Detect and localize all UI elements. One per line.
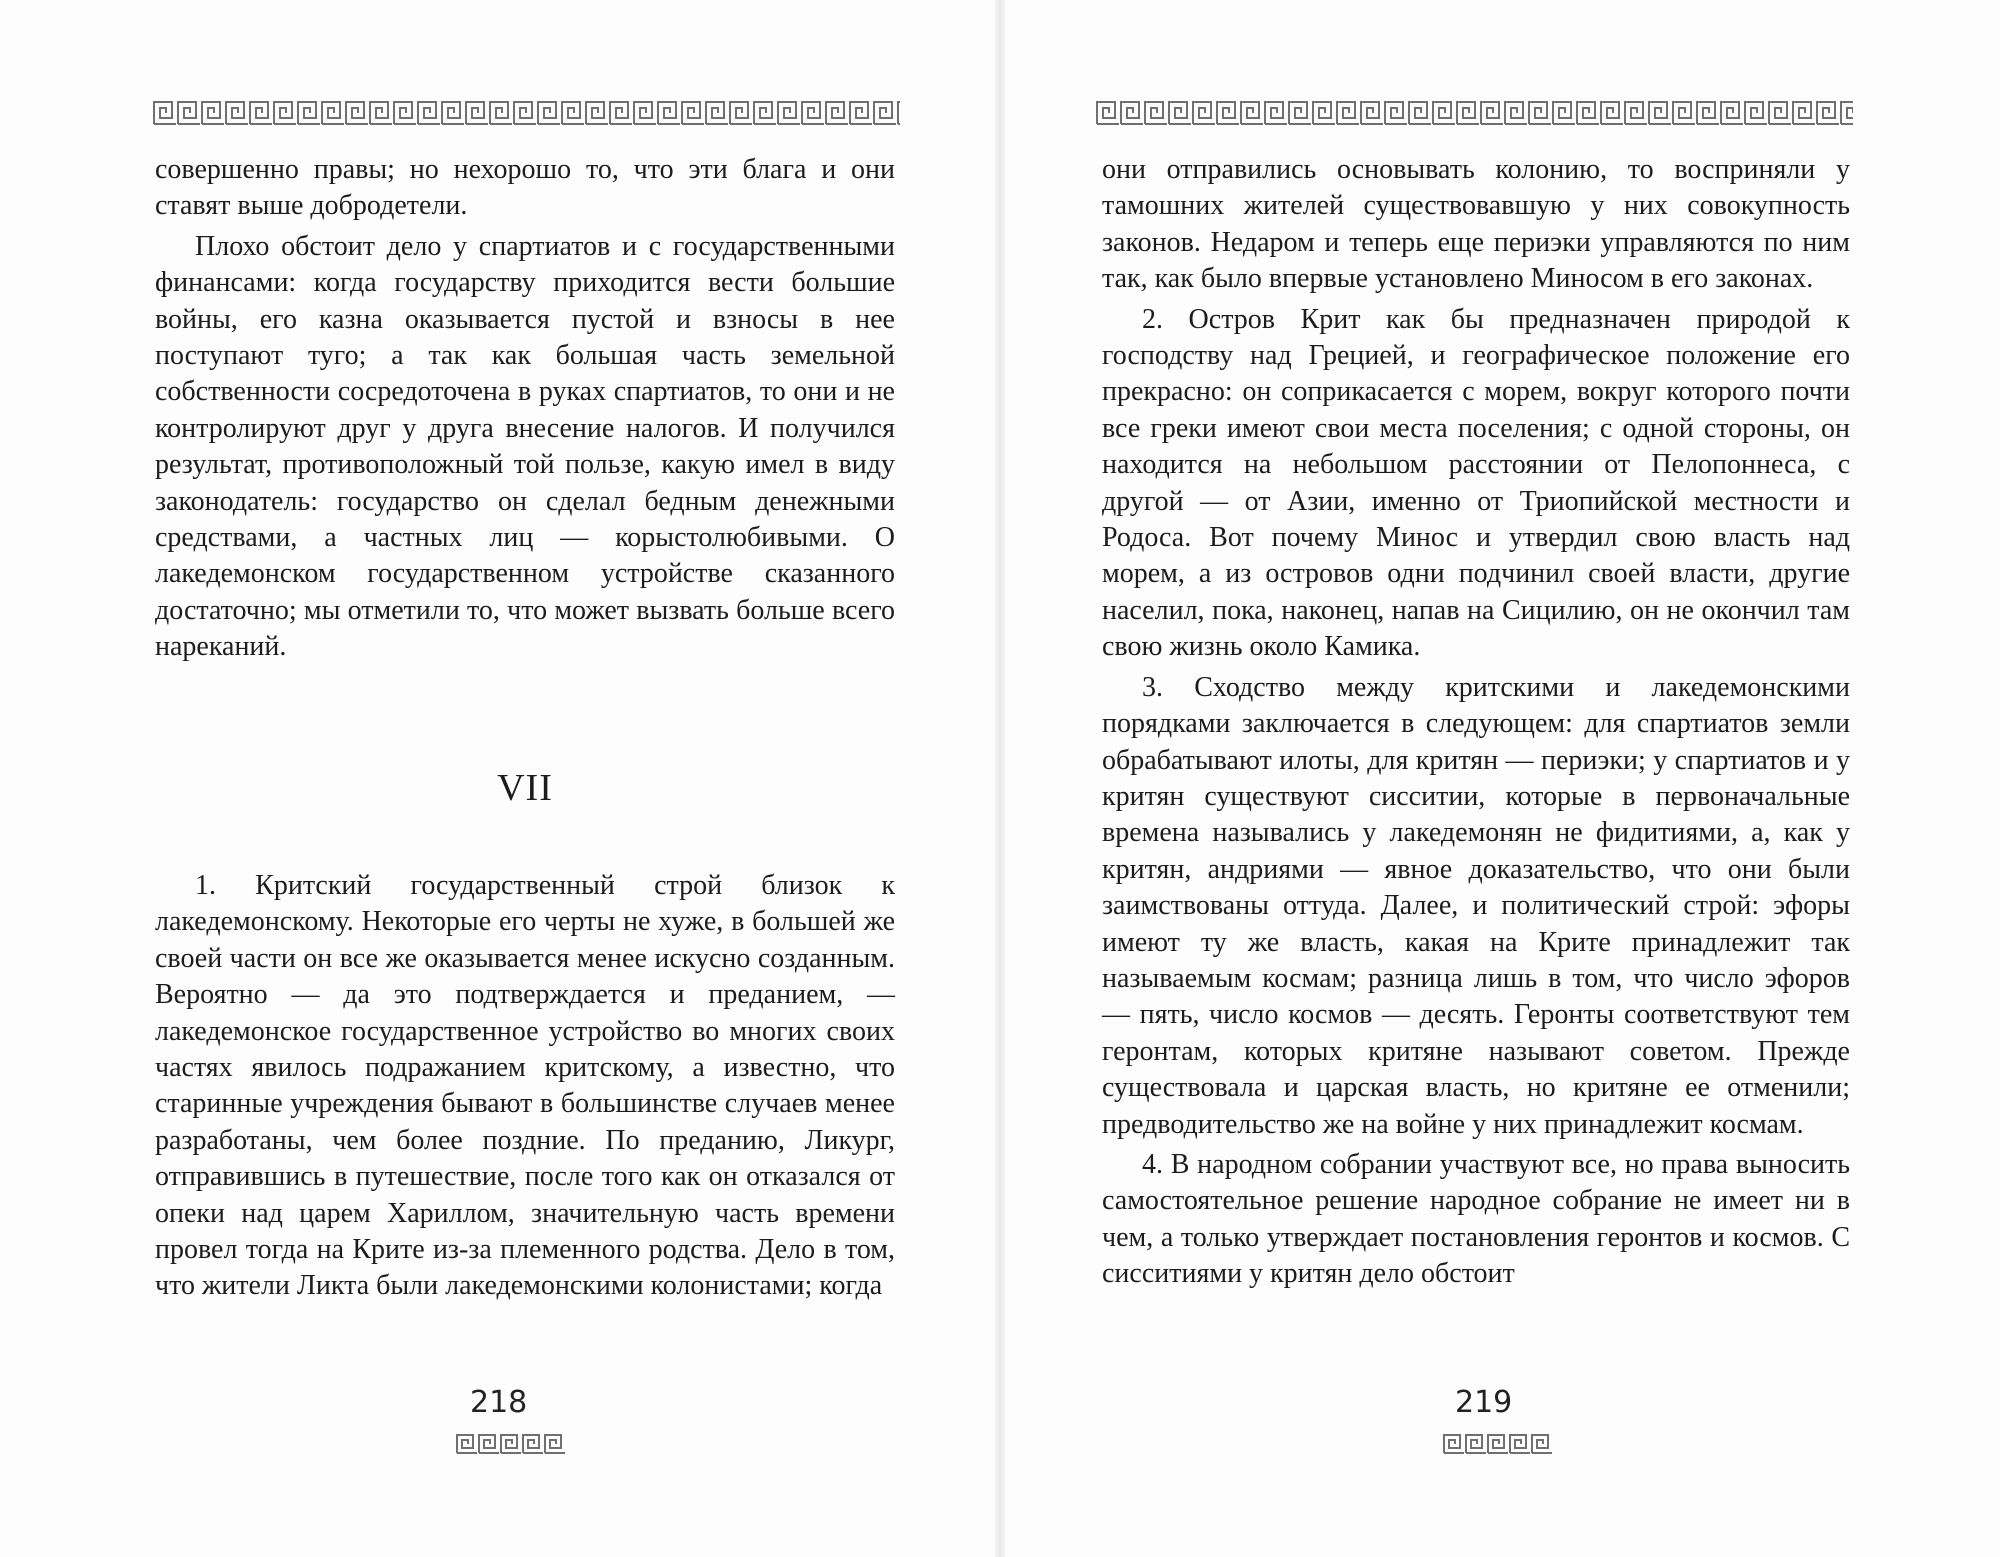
right-page	[1005, 0, 2000, 1557]
paragraph: 4. В народном собрании участвуют все, но права выносить самостоятельное решение народное собрание не имеет ни в чем, а только утверждает постановления геронтов и космов. С сисситиями у критян дело обстоит	[1102, 1148, 1850, 1290]
left-text-block-bottom	[155, 868, 895, 1305]
greek-key-border-top-icon	[1095, 98, 1853, 128]
page-number: 219	[1455, 1385, 1513, 1420]
chapter-title: VII	[497, 767, 553, 809]
paragraph: они отправились основывать колонию, то восприняли у тамошних жителей существовавшую у них совокупность законов. Недаром и теперь еще периэки управляются по ним так, как было впервые установлено Миносом в его законах.	[1102, 154, 1850, 295]
paragraph: 2. Остров Крит как бы предназначен природой к господству над Грецией, и географическое положение его прекрасно: он соприкасается с морем, вокруг которого почти все греки имеют свои места поселения; с одной стороны, он находится на небольшом расстоянии от Пелопоннеса, с другой — от Азии, именно от Триопийской местности и Родоса. Вот почему Минос и утвердил свою власть над морем, а из островов одни подчинил своей власти, другие населил, пока, наконец, напав на Сицилию, он не окончил там свою жизнь около Камика.	[1102, 303, 1850, 663]
left-text-block-top	[155, 152, 895, 666]
book-gutter	[995, 0, 1005, 1557]
right-text-block	[1102, 152, 1850, 1293]
paragraph: 3. Сходство между критскими и лакедемонскими порядками заключается в следующем: для спартиатов земли обрабатывают илоты, для критян — периэки; у спартиатов и у критян существуют сисситии, которые в первоначальные времена назывались у лакедемонян не фидитиями, а, как у критян, андриями — явное доказательство, что они были заимствованы оттуда. Далее, и политический строй: эфоры имеют ту же власть, какая на Крите принадлежит так называемым космам; разница лишь в том, что число эфоров — пять, число космов — десять. Геронты соответствуют тем геронтам, которых критяне называют советом. Прежде существовала и царская власть, но критяне ее отменили; предводительство же на войне у них принадлежит космам.	[1102, 671, 1850, 1140]
paragraph: 1. Критский государственный строй близок к лакедемонскому. Некоторые его черты не хуже, в большей же своей части он все же оказывается менее искусно созданным. Вероятно — да это подтверждается и преданием, — лакедемонское государственное устройство во многих своих частях явилось подражанием критскому, а известно, что старинные учреждения бывают в большинстве случаев менее разработаны, чем более поздние. По преданию, Ликург, отправившись в путешествие, после того как он отказался от опеки над царем Хариллом, значительную часть времени провел тогда на Крите из-за племенного родства. Дело в том, что жители Ликта были лакедемонскими колонистами; когда	[155, 870, 895, 1302]
greek-key-border-top-icon	[152, 98, 900, 128]
page-number: 218	[470, 1385, 528, 1420]
paragraph: Плохо обстоит дело у спартиатов и с государственными финансами: когда государству приходится вести большие войны, его казна оказывается пустой и взносы в нее поступают туго; а так как большая часть земельной собственности сосредоточена в руках спартиатов, то они и не контролируют друг у друга внесение налогов. И получился результат, противоположный той пользе, какую имел в виду законодатель: государство он сделал бедным денежными средствами, а частных лиц — корыстолюбивыми. О лакедемонском государственном устройстве сказанного достаточно; мы отметили то, что может вызвать больше всего нареканий.	[155, 230, 895, 663]
paragraph: совершенно правы; но нехорошо то, что эти блага и они ставят выше добродетели.	[155, 154, 895, 222]
greek-key-border-bottom-icon	[1442, 1432, 1552, 1456]
greek-key-border-bottom-icon	[455, 1432, 565, 1456]
left-page	[0, 0, 995, 1557]
